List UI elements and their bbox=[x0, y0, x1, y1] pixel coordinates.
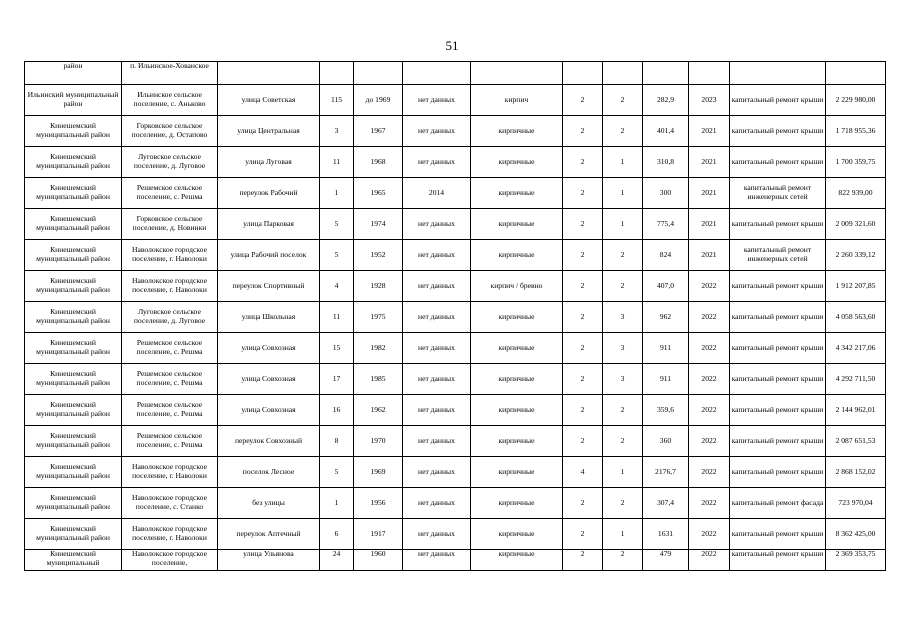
cell-street: переулок Аптечный bbox=[218, 519, 320, 550]
cell-plan-year: 2021 bbox=[689, 116, 730, 147]
cell-plan-year: 2022 bbox=[689, 395, 730, 426]
cell-district: Кинешемский муниципальный район bbox=[25, 116, 122, 147]
cell-plan-year: 2022 bbox=[689, 364, 730, 395]
cell-settlement: Наволокское городское поселение, г. Наволоки bbox=[122, 240, 218, 271]
table-row bbox=[25, 364, 886, 395]
cell-street: улица Совхозная bbox=[218, 395, 320, 426]
cell-street: переулок Совхозный bbox=[218, 426, 320, 457]
cell-entrances bbox=[603, 62, 643, 85]
cell-street: улица Школьная bbox=[218, 302, 320, 333]
cell-year-built: 1965 bbox=[354, 178, 403, 209]
cell-entrances: 3 bbox=[603, 364, 643, 395]
cell-work-type: капитальный ремонт крыши bbox=[730, 209, 826, 240]
cell-plan-year: 2022 bbox=[689, 426, 730, 457]
cell-district: Ильинский муниципальный район bbox=[25, 85, 122, 116]
cell-area: 911 bbox=[643, 333, 689, 364]
table-row bbox=[25, 271, 886, 302]
cell-area: 282,9 bbox=[643, 85, 689, 116]
cell-work-type: капитальный ремонт инженерных сетей bbox=[730, 240, 826, 271]
cell-district: Кинешемский муниципальный район bbox=[25, 240, 122, 271]
cell-district: Кинешемский муниципальный район bbox=[25, 178, 122, 209]
cell-material: кирпич bbox=[471, 85, 563, 116]
cell-street: переулок Спортивный bbox=[218, 271, 320, 302]
table-row bbox=[25, 85, 886, 116]
cell-entrances: 2 bbox=[603, 85, 643, 116]
cell-year-built: 1969 bbox=[354, 457, 403, 488]
cell-floors: 2 bbox=[563, 395, 603, 426]
cell-street: улица Ульянова bbox=[218, 550, 320, 571]
cell-settlement: Наволокское городское поселение, с. Станко bbox=[122, 488, 218, 519]
cell-street: улица Парковая bbox=[218, 209, 320, 240]
cell-street: улица Советская bbox=[218, 85, 320, 116]
cell-plan-year: 2022 bbox=[689, 457, 730, 488]
cell-plan-year: 2022 bbox=[689, 550, 730, 571]
cell-house: 8 bbox=[320, 426, 354, 457]
cell-floors bbox=[563, 62, 603, 85]
cell-floors: 2 bbox=[563, 178, 603, 209]
cell-material: кирпичные bbox=[471, 364, 563, 395]
cell-cost: 2 009 321,60 bbox=[826, 209, 886, 240]
cell-cost: 1 700 359,75 bbox=[826, 147, 886, 178]
cell-entrances: 2 bbox=[603, 426, 643, 457]
cell-settlement: Горковское сельское поселение, д. Новинки bbox=[122, 209, 218, 240]
cell-street: улица Совхозная bbox=[218, 333, 320, 364]
cell-area: 310,8 bbox=[643, 147, 689, 178]
cell-work-type: капитальный ремонт крыши bbox=[730, 519, 826, 550]
cell-material: кирпичные bbox=[471, 395, 563, 426]
cell-work-type: капитальный ремонт крыши bbox=[730, 550, 826, 571]
cell-settlement: Луговское сельское поселение, д. Луговое bbox=[122, 302, 218, 333]
cell-house: 115 bbox=[320, 85, 354, 116]
cell-material: кирпич / бревно bbox=[471, 271, 563, 302]
cell-material: кирпичные bbox=[471, 116, 563, 147]
table-row-continued bbox=[25, 62, 886, 85]
cell-street: переулок Рабочий bbox=[218, 178, 320, 209]
cell-cost: 1 912 207,85 bbox=[826, 271, 886, 302]
cell-district: Кинешемский муниципальный район bbox=[25, 209, 122, 240]
cell-house: 17 bbox=[320, 364, 354, 395]
cell-plan-year: 2021 bbox=[689, 178, 730, 209]
cell-entrances: 3 bbox=[603, 302, 643, 333]
cell-entrances: 3 bbox=[603, 333, 643, 364]
cell-floors: 2 bbox=[563, 550, 603, 571]
cell-year-overhaul: нет данных bbox=[403, 550, 471, 571]
cell-entrances: 2 bbox=[603, 395, 643, 426]
cell-work-type: капитальный ремонт крыши bbox=[730, 147, 826, 178]
cell-settlement: Решемское сельское поселение, с. Решма bbox=[122, 178, 218, 209]
cell-year-built: до 1969 bbox=[354, 85, 403, 116]
cell-house: 1 bbox=[320, 178, 354, 209]
cell-work-type: капитальный ремонт инженерных сетей bbox=[730, 178, 826, 209]
cell-plan-year: 2021 bbox=[689, 147, 730, 178]
cell-house: 5 bbox=[320, 457, 354, 488]
cell-year-overhaul: нет данных bbox=[403, 395, 471, 426]
cell-material: кирпичные bbox=[471, 457, 563, 488]
cell-district: Кинешемский муниципальный bbox=[25, 550, 122, 571]
cell-material: кирпичные bbox=[471, 147, 563, 178]
cell-area bbox=[643, 62, 689, 85]
cell-floors: 2 bbox=[563, 488, 603, 519]
table-row bbox=[25, 240, 886, 271]
cell-year-built: 1974 bbox=[354, 209, 403, 240]
cell-area: 359,6 bbox=[643, 395, 689, 426]
cell-material: кирпичные bbox=[471, 333, 563, 364]
cell-year-overhaul: нет данных bbox=[403, 457, 471, 488]
cell-year-overhaul: нет данных bbox=[403, 364, 471, 395]
cell-entrances: 2 bbox=[603, 550, 643, 571]
table-row bbox=[25, 457, 886, 488]
cell-year-built: 1956 bbox=[354, 488, 403, 519]
cell-work-type: капитальный ремонт фасада bbox=[730, 488, 826, 519]
table-row bbox=[25, 333, 886, 364]
table-row bbox=[25, 116, 886, 147]
cell-cost: 2 369 353,75 bbox=[826, 550, 886, 571]
cell-entrances: 1 bbox=[603, 457, 643, 488]
table-row bbox=[25, 147, 886, 178]
cell-plan-year: 2022 bbox=[689, 302, 730, 333]
cell-house: 11 bbox=[320, 302, 354, 333]
cell-settlement: Луговское сельское поселение, д. Луговое bbox=[122, 147, 218, 178]
cell-cost: 4 342 217,06 bbox=[826, 333, 886, 364]
cell-district: Кинешемский муниципальный район bbox=[25, 426, 122, 457]
cell-floors: 2 bbox=[563, 519, 603, 550]
cell-cost: 2 087 651,53 bbox=[826, 426, 886, 457]
cell-work-type: капитальный ремонт крыши bbox=[730, 426, 826, 457]
page-number: 51 bbox=[445, 38, 459, 53]
cell-year-overhaul: нет данных bbox=[403, 302, 471, 333]
cell-plan-year bbox=[689, 62, 730, 85]
cell-street bbox=[218, 62, 320, 85]
cell-floors: 4 bbox=[563, 457, 603, 488]
cell-material: кирпичные bbox=[471, 178, 563, 209]
cell-year-overhaul bbox=[403, 62, 471, 85]
cell-plan-year: 2021 bbox=[689, 209, 730, 240]
table-row bbox=[25, 426, 886, 457]
cell-year-built: 1917 bbox=[354, 519, 403, 550]
cell-house: 3 bbox=[320, 116, 354, 147]
cell-settlement: Решемское сельское поселение, с. Решма bbox=[122, 426, 218, 457]
cell-year-built: 1985 bbox=[354, 364, 403, 395]
cell-year-overhaul: нет данных bbox=[403, 116, 471, 147]
cell-area: 775,4 bbox=[643, 209, 689, 240]
cell-street: улица Луговая bbox=[218, 147, 320, 178]
cell-house: 16 bbox=[320, 395, 354, 426]
cell-house: 5 bbox=[320, 240, 354, 271]
table-row bbox=[25, 302, 886, 333]
cell-material: кирпичные bbox=[471, 209, 563, 240]
cell-entrances: 2 bbox=[603, 488, 643, 519]
cell-settlement: Решемское сельское поселение, с. Решма bbox=[122, 395, 218, 426]
cell-house: 6 bbox=[320, 519, 354, 550]
cell-house: 1 bbox=[320, 488, 354, 519]
cell-work-type: капитальный ремонт крыши bbox=[730, 395, 826, 426]
cell-year-overhaul: нет данных bbox=[403, 240, 471, 271]
cell-district: Кинешемский муниципальный район bbox=[25, 271, 122, 302]
cell-floors: 2 bbox=[563, 240, 603, 271]
cell-year-built: 1960 bbox=[354, 550, 403, 571]
cell-area: 962 bbox=[643, 302, 689, 333]
table-row bbox=[25, 395, 886, 426]
cell-year-overhaul: нет данных bbox=[403, 147, 471, 178]
cell-year-overhaul: нет данных bbox=[403, 519, 471, 550]
cell-year-overhaul: нет данных bbox=[403, 209, 471, 240]
cell-work-type: капитальный ремонт крыши bbox=[730, 85, 826, 116]
cell-plan-year: 2022 bbox=[689, 488, 730, 519]
cell-street: улица Рабочий поселок bbox=[218, 240, 320, 271]
cell-material: кирпичные bbox=[471, 302, 563, 333]
cell-plan-year: 2021 bbox=[689, 240, 730, 271]
cell-year-built bbox=[354, 62, 403, 85]
cell-district: Кинешемский муниципальный район bbox=[25, 457, 122, 488]
cell-plan-year: 2023 bbox=[689, 85, 730, 116]
table-row bbox=[25, 488, 886, 519]
cell-year-built: 1975 bbox=[354, 302, 403, 333]
cell-entrances: 1 bbox=[603, 178, 643, 209]
cell-settlement: Наволокское городское поселение, г. Наволоки bbox=[122, 271, 218, 302]
cell-house: 24 bbox=[320, 550, 354, 571]
table-row bbox=[25, 519, 886, 550]
cell-material: кирпичные bbox=[471, 488, 563, 519]
cell-settlement: Наволокское городское поселение, bbox=[122, 550, 218, 571]
cell-year-overhaul: нет данных bbox=[403, 488, 471, 519]
cell-material: кирпичные bbox=[471, 519, 563, 550]
cell-material: кирпичные bbox=[471, 240, 563, 271]
cell-district: район bbox=[25, 62, 122, 85]
cell-entrances: 2 bbox=[603, 240, 643, 271]
housing-repair-table bbox=[24, 61, 886, 571]
table-row bbox=[25, 178, 886, 209]
cell-area: 824 bbox=[643, 240, 689, 271]
cell-year-built: 1970 bbox=[354, 426, 403, 457]
cell-cost: 2 868 152,02 bbox=[826, 457, 886, 488]
cell-district: Кинешемский муниципальный район bbox=[25, 333, 122, 364]
cell-work-type: капитальный ремонт крыши bbox=[730, 333, 826, 364]
cell-house bbox=[320, 62, 354, 85]
cell-district: Кинешемский муниципальный район bbox=[25, 488, 122, 519]
cell-area: 300 bbox=[643, 178, 689, 209]
cell-year-built: 1952 bbox=[354, 240, 403, 271]
cell-entrances: 2 bbox=[603, 116, 643, 147]
cell-cost: 723 970,04 bbox=[826, 488, 886, 519]
cell-plan-year: 2022 bbox=[689, 333, 730, 364]
cell-cost: 1 718 955,36 bbox=[826, 116, 886, 147]
cell-street: улица Центральная bbox=[218, 116, 320, 147]
cell-year-built: 1967 bbox=[354, 116, 403, 147]
cell-settlement: Горковское сельское поселение, д. Остапово bbox=[122, 116, 218, 147]
cell-year-overhaul: нет данных bbox=[403, 333, 471, 364]
cell-year-built: 1982 bbox=[354, 333, 403, 364]
cell-area: 1631 bbox=[643, 519, 689, 550]
cell-settlement: Решемское сельское поселение, с. Решма bbox=[122, 333, 218, 364]
table-row bbox=[25, 209, 886, 240]
cell-entrances: 1 bbox=[603, 147, 643, 178]
cell-entrances: 1 bbox=[603, 519, 643, 550]
cell-floors: 2 bbox=[563, 271, 603, 302]
cell-floors: 2 bbox=[563, 209, 603, 240]
cell-house: 11 bbox=[320, 147, 354, 178]
cell-area: 401,4 bbox=[643, 116, 689, 147]
cell-year-overhaul: нет данных bbox=[403, 271, 471, 302]
cell-cost: 2 229 980,00 bbox=[826, 85, 886, 116]
cell-year-built: 1968 bbox=[354, 147, 403, 178]
cell-work-type: капитальный ремонт крыши bbox=[730, 116, 826, 147]
cell-floors: 2 bbox=[563, 147, 603, 178]
cell-street: поселок Лесное bbox=[218, 457, 320, 488]
cell-cost: 8 362 425,00 bbox=[826, 519, 886, 550]
table-row bbox=[25, 550, 886, 571]
cell-district: Кинешемский муниципальный район bbox=[25, 147, 122, 178]
cell-house: 15 bbox=[320, 333, 354, 364]
cell-street: без улицы bbox=[218, 488, 320, 519]
cell-district: Кинешемский муниципальный район bbox=[25, 302, 122, 333]
cell-floors: 2 bbox=[563, 85, 603, 116]
cell-year-overhaul: нет данных bbox=[403, 85, 471, 116]
cell-area: 911 bbox=[643, 364, 689, 395]
cell-plan-year: 2022 bbox=[689, 519, 730, 550]
cell-area: 407,0 bbox=[643, 271, 689, 302]
cell-area: 2176,7 bbox=[643, 457, 689, 488]
cell-plan-year: 2022 bbox=[689, 271, 730, 302]
cell-entrances: 1 bbox=[603, 209, 643, 240]
cell-settlement: п. Ильинское-Хованское bbox=[122, 62, 218, 85]
cell-floors: 2 bbox=[563, 302, 603, 333]
cell-entrances: 2 bbox=[603, 271, 643, 302]
cell-area: 307,4 bbox=[643, 488, 689, 519]
cell-street: улица Совхозная bbox=[218, 364, 320, 395]
cell-floors: 2 bbox=[563, 364, 603, 395]
cell-cost bbox=[826, 62, 886, 85]
cell-settlement: Решемское сельское поселение, с. Решма bbox=[122, 364, 218, 395]
cell-district: Кинешемский муниципальный район bbox=[25, 364, 122, 395]
cell-house: 4 bbox=[320, 271, 354, 302]
table-body bbox=[25, 62, 886, 571]
cell-floors: 2 bbox=[563, 116, 603, 147]
cell-house: 5 bbox=[320, 209, 354, 240]
cell-cost: 4 058 563,60 bbox=[826, 302, 886, 333]
cell-work-type: капитальный ремонт крыши bbox=[730, 302, 826, 333]
cell-settlement: Наволокское городское поселение, г. Наволоки bbox=[122, 457, 218, 488]
cell-cost: 822 939,00 bbox=[826, 178, 886, 209]
cell-settlement: Ильинское сельское поселение, с. Аньково bbox=[122, 85, 218, 116]
cell-work-type: капитальный ремонт крыши bbox=[730, 364, 826, 395]
cell-work-type: капитальный ремонт крыши bbox=[730, 271, 826, 302]
cell-year-overhaul: 2014 bbox=[403, 178, 471, 209]
cell-cost: 2 260 339,12 bbox=[826, 240, 886, 271]
cell-settlement: Наволокское городское поселение, г. Наволоки bbox=[122, 519, 218, 550]
cell-cost: 4 292 711,50 bbox=[826, 364, 886, 395]
cell-material bbox=[471, 62, 563, 85]
cell-year-overhaul: нет данных bbox=[403, 426, 471, 457]
cell-area: 360 bbox=[643, 426, 689, 457]
cell-area: 479 bbox=[643, 550, 689, 571]
cell-district: Кинешемский муниципальный район bbox=[25, 519, 122, 550]
cell-district: Кинешемский муниципальный район bbox=[25, 395, 122, 426]
cell-material: кирпичные bbox=[471, 550, 563, 571]
cell-material: кирпичные bbox=[471, 426, 563, 457]
cell-floors: 2 bbox=[563, 333, 603, 364]
cell-work-type bbox=[730, 62, 826, 85]
cell-year-built: 1962 bbox=[354, 395, 403, 426]
cell-cost: 2 144 962,01 bbox=[826, 395, 886, 426]
cell-work-type: капитальный ремонт крыши bbox=[730, 457, 826, 488]
cell-floors: 2 bbox=[563, 426, 603, 457]
cell-year-built: 1928 bbox=[354, 271, 403, 302]
